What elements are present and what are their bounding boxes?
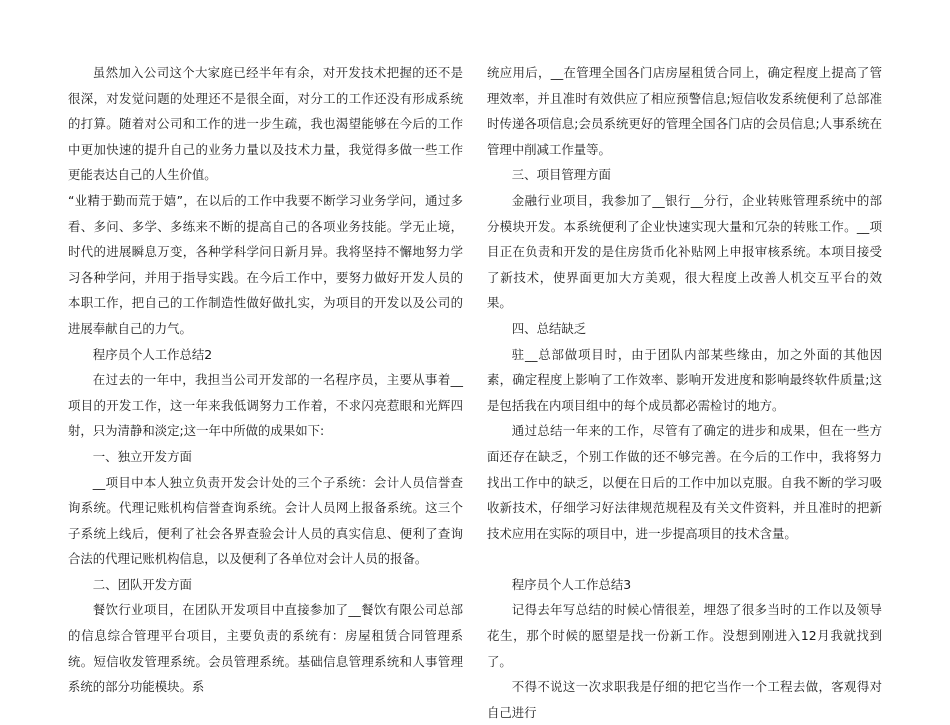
section-heading: 四、总结缺乏 xyxy=(511,320,587,336)
paragraph: 驻__总部做项目时，由于团队内部某些缘由，加之外面的其他因素，确定程度上影响了工作效率、影响开发进度和影响最终软件质量;这是包括我在内项目组中的每个成员都必需检讨的地方。 xyxy=(487,346,882,413)
spacer xyxy=(487,546,882,572)
section-title: 程序员个人工作总结3 xyxy=(511,576,632,592)
section-title: 程序员个人工作总结2 xyxy=(92,346,213,362)
left-column xyxy=(68,60,463,700)
section-heading: 一、独立开发方面 xyxy=(92,448,192,464)
section-heading: 三、项目管理方面 xyxy=(511,167,611,183)
paragraph: 餐饮行业项目，在团队开发项目中直接参加了__餐饮有限公司总部的信息综合管理平台项目，主要负责的系统有：房屋租赁合同管理系统。短信收发管理系统。会员管理系统。基础信息管理系统和人事管理系统的部分功能模块。系 xyxy=(68,602,463,695)
paragraph: 通过总结一年来的工作，尽管有了确定的进步和成果，但在一些方面还存在缺乏，个别工作做的还不够完善。在今后的工作中，我将努力找出工作中的缺乏，以便在日后的工作中加以克服。自我不断的学习吸收新技术，仔细学习好法律规范规程及有关文件资料，并且准时的把新技术应用在实际的项目中，进一步提高项目的技术含量。 xyxy=(487,423,882,541)
paragraph: 不得不说这一次求职我是仔细的把它当作一个工程去做，客观得对自己进行 xyxy=(487,679,882,720)
paragraph: __项目中本人独立负责开发会计处的三个子系统：会计人员信誉查询系统。代理记账机构信誉查询系统。会计人员网上报备系统。这三个子系统上线后，便利了社会各界查验会计人员的真实信息、便利了查询合法的代理记账机构信息，以及便利了各单位对会计人员的报备。 xyxy=(68,474,463,567)
paragraph: 记得去年写总结的时候心情很差，埋怨了很多当时的工作以及领导花生，那个时候的愿望是找一份新工作。没想到刚进入12月我就找到了。 xyxy=(487,602,882,669)
paragraph: 金融行业项目，我参加了__银行__分行，企业转账管理系统中的部分模块开发。本系统便利了企业快速实现大量和冗杂的转账工作。__项目正在负责和开发的是住房货币化补贴网上申报审核系统。本项目接受了新技术，使界面更加大方美观，很大程度上改善人机交互平台的效果。 xyxy=(487,192,882,311)
right-column xyxy=(487,60,882,725)
section-heading: 二、团队开发方面 xyxy=(92,576,192,592)
paragraph: “业精于勤而荒于嬉”，在以后的工作中我要不断学习业务学问，通过多看、多问、多学、多练来不断的提高自己的各项业务技能。学无止境，时代的进展瞬息万变，各种学科学问日新月异。我将坚持不懈地努力学习各种学问，并用于指导实践。在今后工作中，要努力做好开发人员的本职工作，把自己的工作制造性做好做扎实，为项目的开发以及公司的进展奉献自己的力气。 xyxy=(68,192,463,336)
paragraph: 在过去的一年中，我担当公司开发部的一名程序员，主要从事着__项目的开发工作，这一年来我低调努力工作着，不求闪亮惹眼和光辉四射，只为清静和淡定;这一年中所做的成果如下: xyxy=(68,372,463,439)
paragraph: 统应用后，__在管理全国各门店房屋租赁合同上，确定程度上提高了管理效率，并且准时有效供应了相应预警信息;短信收发系统便利了总部准时传递各项信息;会员系统更好的管理全国各门店的会员信息;人事系统在管理中削减工作量等。 xyxy=(487,65,882,157)
paragraph: 虽然加入公司这个大家庭已经半年有余，对开发技术把握的还不是很深，对发觉问题的处理还不是很全面，对分工的工作还没有形成系统的打算。随着对公司和工作的进一步生疏，我也渴望能够在今后的工作中更加快速的提升自己的业务力量以及技术力量，我觉得多做一些工作更能表达自己的人生价值。 xyxy=(68,65,463,183)
